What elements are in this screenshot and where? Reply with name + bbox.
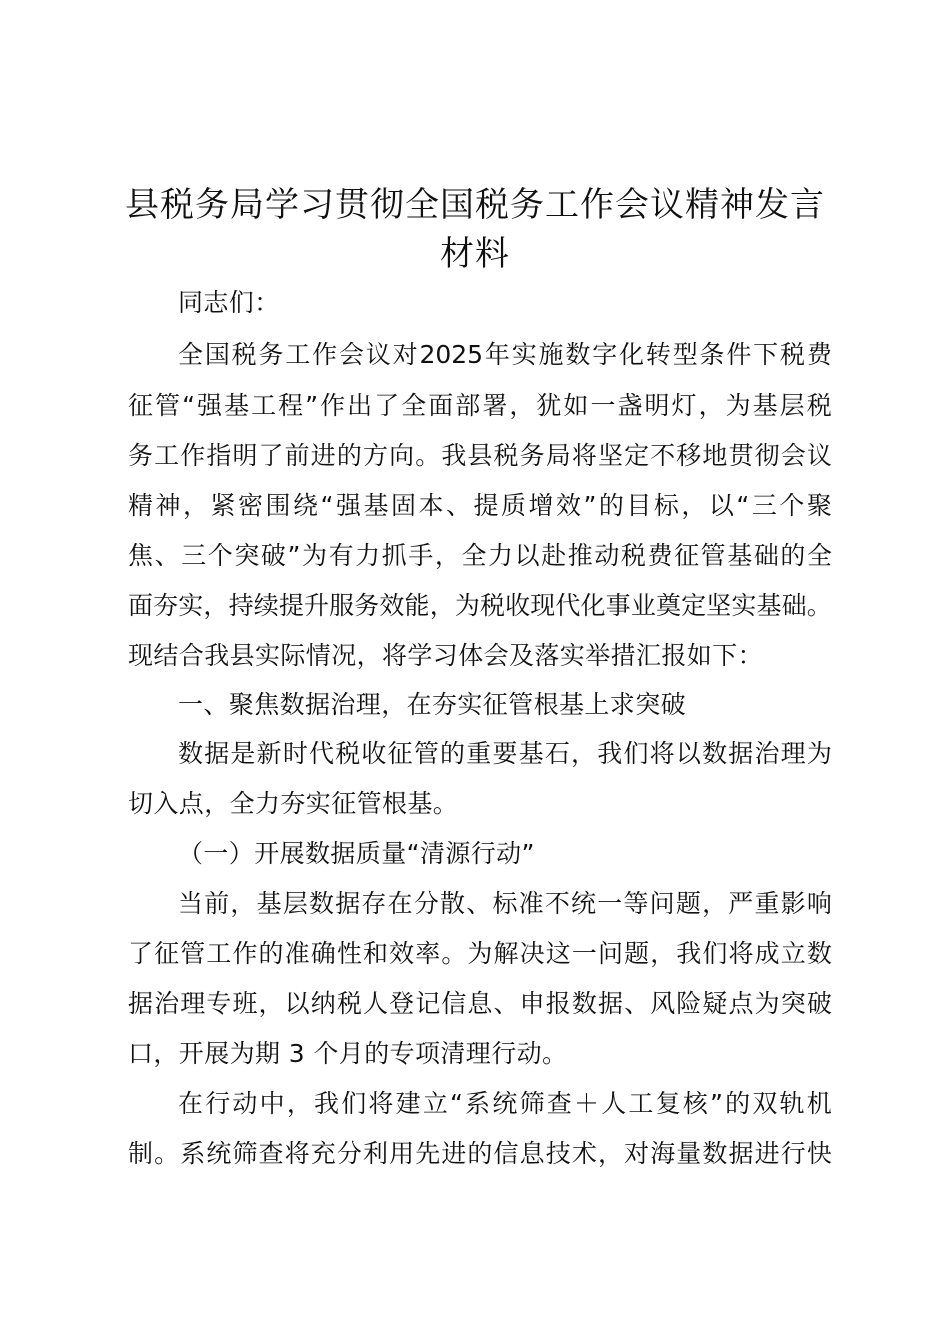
body-line: 全 国 税 务 工 作 会 议 对 2025 年 实 施 数 字 化 转 型 条 件 下 税 费 [178,340,832,369]
body-line: 征 管 “ 强 基 工 程 ” 作 出 了 全 面 部 署 ， 犹 如 一 盏 明 灯 ， 为 基 层 税 [128,391,832,420]
body-line: 焦 、 三 个 突 破 ” 为 有 力 抓 手 ， 全 力 以 赴 推 动 税 费 征 管 基 础 的 全 [128,541,832,570]
subsection-heading-1: （一）开展数据质量“清源行动” [178,839,535,868]
body-line: 精 神 ， 紧 密 围 绕 “ 强 基 固 本 、 提 质 增 效 ” 的 目 标 ， 以 “ 三 个 聚 [128,491,832,520]
body-line: 据 治 理 专 班 ， 以 纳 税 人 登 记 信 息 、 申 报 数 据 、 风 险 疑 点 为 突 破 [128,989,832,1018]
body-line: 口，开展为期 3 个月的专项清理行动。 [128,1039,568,1068]
document-title-line-1: 县税务局学习贯彻全国税务工作会议精神发言 [125,185,825,225]
body-line: 现结合我县实际情况，将学习体会及落实举措汇报如下： [128,641,764,670]
document-title-line-2: 材料 [440,234,510,274]
body-line: 数 据 是 新 时 代 税 收 征 管 的 重 要 基 石 ， 我 们 将 以 数 据 治 理 为 [178,739,832,768]
body-line: 面 夯 实 ， 持 续 提 升 服 务 效 能 ， 为 税 收 现 代 化 事 业 奠 定 坚 实 基 础 。 [128,591,832,620]
section-heading-1: 一、聚焦数据治理，在夯实征管根基上求突破 [178,690,687,719]
body-line: 在 行 动 中 ， 我 们 将 建 立 “ 系 统 筛 查 ＋ 人 工 复 核 ” 的 双 轨 机 [178,1089,832,1118]
body-line: 了 征 管 工 作 的 准 确 性 和 效 率 。 为 解 决 这 一 问 题 ， 我 们 将 成 立 数 [128,939,832,968]
body-line: 切入点，全力夯实征管根基。 [128,789,459,818]
body-line: 务 工 作 指 明 了 前 进 的 方 向 。 我 县 税 务 局 将 坚 定 不 移 地 贯 彻 会 议 [128,441,832,470]
body-line: 当 前 ， 基 层 数 据 存 在 分 散 、 标 准 不 统 一 等 问 题 ， 严 重 影 响 [178,889,832,918]
salutation: 同志们： [178,288,280,317]
body-line: 制 。 系 统 筛 查 将 充 分 利 用 先 进 的 信 息 技 术 ， 对 海 量 数 据 进 行 快 [128,1139,832,1168]
